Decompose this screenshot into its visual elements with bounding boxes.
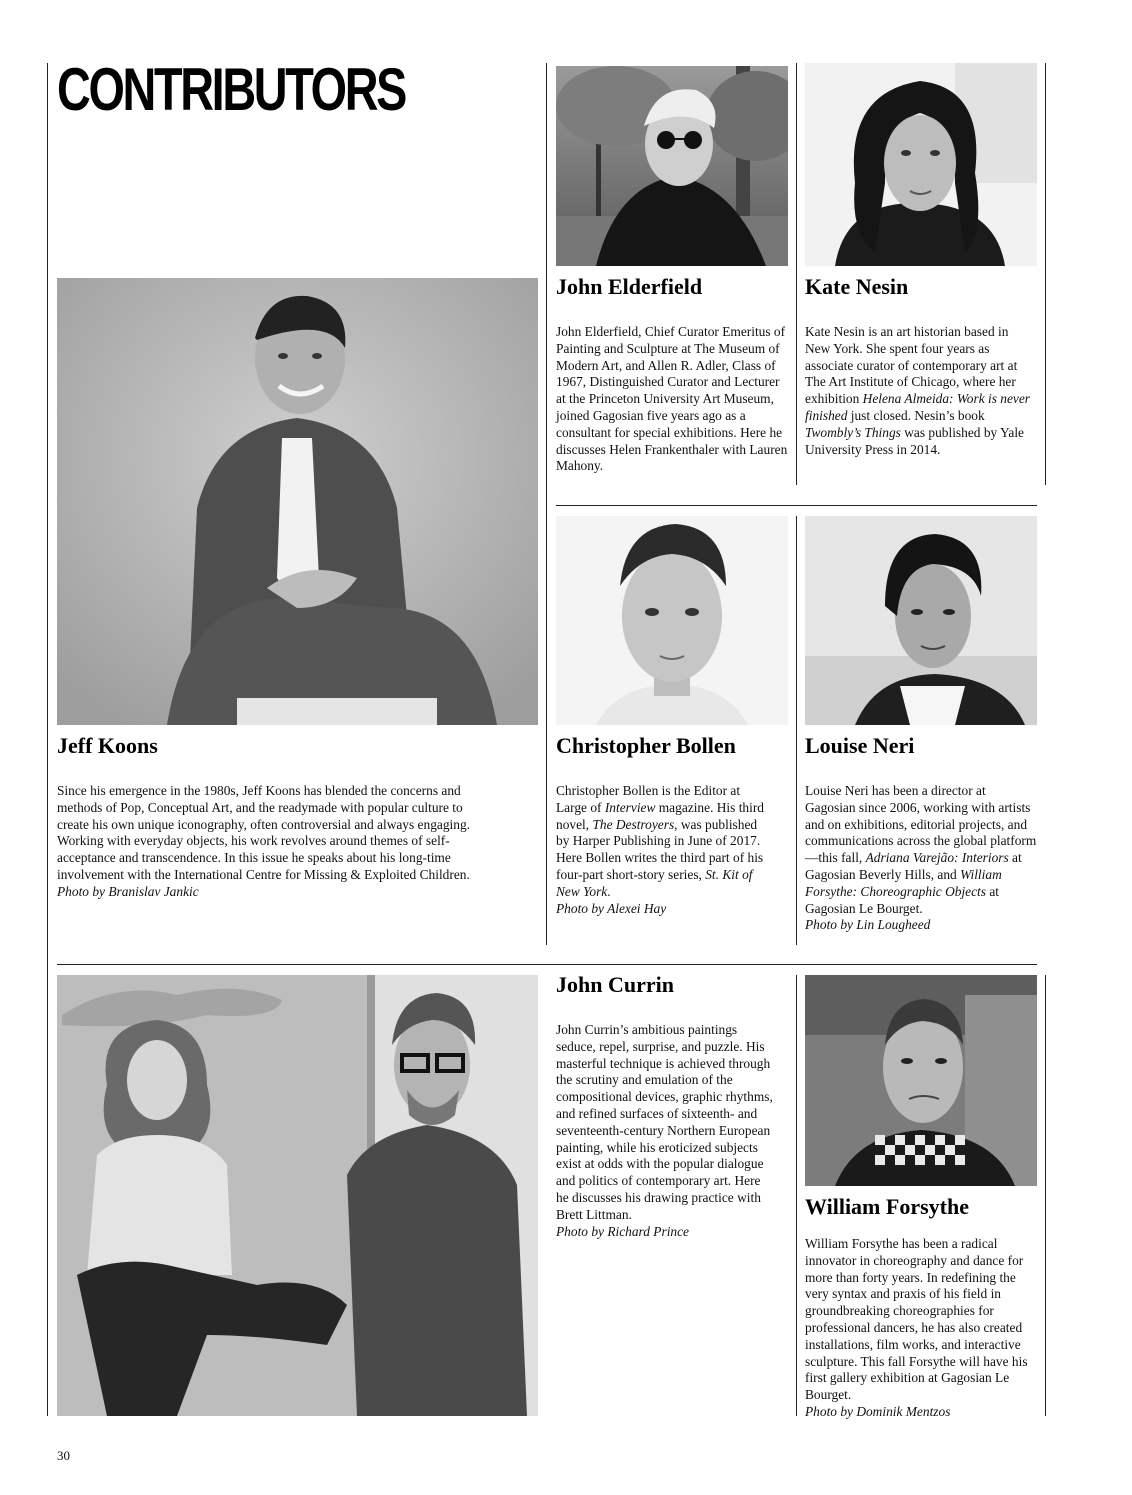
forsythe-bio-text: William Forsythe has been a radical innovator in choreography and dance for more than forty years. In redefining the very syntax and praxis of his field in groundbreaking choreographies for professional dancers, he has also created installations, film works, and interactive sculpture. This fall Forsythe will have his first gallery exhibition at Gagosian Le Bourget.: [805, 1236, 1028, 1403]
forsythe-name: William Forsythe: [805, 1194, 969, 1219]
neri-bio-title-1: Adriana Varejão: Interiors: [865, 850, 1009, 866]
neri-bio-part-2: at Gagosian Beverly Hills, and: [805, 850, 1022, 882]
right-rule-top: [1045, 63, 1046, 485]
bollen-bio-title-3: St. Kit of New York: [556, 866, 753, 899]
bollen-bio-title-1: Interview: [604, 799, 656, 815]
neri-bio-title-2: William Forsythe: Choreographic Objects: [805, 866, 1002, 899]
neri-bio-part-3: at Gagosian Le Bourget.: [805, 883, 1000, 916]
koons-name: Jeff Koons: [57, 733, 158, 758]
bollen-bio-part-1: Christopher Bollen is the Editor at Large of: [556, 783, 741, 815]
neri-photo: [805, 516, 1037, 725]
page-title: CONTRIBUTORS: [57, 56, 406, 123]
neri-photo-credit: Photo by Lin Lougheed: [805, 917, 931, 933]
bollen-name: Christopher Bollen: [556, 733, 736, 758]
divider-row-2: [57, 964, 1037, 965]
neri-name: Louise Neri: [805, 733, 915, 758]
right-rule-bottom: [1045, 975, 1046, 1416]
nesin-bio: [805, 324, 1037, 458]
bollen-bio-part-2: magazine. His third novel,: [556, 799, 765, 832]
nesin-bio-part-1: Kate Nesin is an art historian based in New York. She spent four years as associate curator of contemporary art at The Art Institute of Chicago, where her exhibition: [805, 324, 1018, 407]
nesin-name: Kate Nesin: [805, 274, 909, 299]
bollen-photo-credit: Photo by Alexei Hay: [556, 900, 667, 916]
rule-bollen-neri: [796, 516, 797, 945]
rule-elderfield-nesin: [796, 63, 797, 485]
bollen-photo: [556, 516, 788, 725]
nesin-bio-part-3: was published by Yale University Press in 2014.: [805, 424, 1024, 457]
koons-bio: [57, 783, 482, 901]
elderfield-bio-text: John Elderfield, Chief Curator Emeritus of Painting and Sculpture at The Museum of Modern Art, and Allen R. Adler, Class of 1967, Distinguished Curator and Lecturer at the Princeton University Art Museum, joined Gagosian five years ago as a consultant for special exhibitions. Here he discusses Helen Frankenthaler with Lauren Mahony.: [556, 324, 788, 474]
elderfield-bio: [556, 324, 788, 475]
koons-photo: [57, 278, 538, 725]
currin-photo-credit: Photo by Richard Prince: [556, 1223, 690, 1239]
currin-name: John Currin: [556, 972, 674, 997]
forsythe-photo: [805, 975, 1037, 1186]
rule-currin-forsythe: [796, 975, 797, 1416]
nesin-bio-part-2: just closed. Nesin’s book: [847, 407, 985, 423]
left-column-rule: [47, 63, 48, 1416]
nesin-bio-title-1: Helena Almeida: Work is never finished: [805, 391, 1030, 423]
elderfield-photo: [556, 66, 788, 266]
nesin-bio-title-2: Twombly’s Things: [805, 424, 901, 440]
forsythe-bio: [805, 1236, 1041, 1421]
currin-bio: [556, 1022, 774, 1240]
currin-photo: [57, 975, 538, 1416]
page-number: 30: [57, 1448, 70, 1463]
bollen-bio-part-3: , was published by Harper Publishing in June of 2017. Here Bollen writes the third part of his four-part short-story series,: [556, 816, 764, 882]
middle-rule-top: [546, 63, 547, 945]
bollen-bio-part-4: .: [607, 883, 611, 899]
divider-row-1: [556, 505, 1037, 506]
currin-bio-text: John Currin’s ambitious paintings seduce, repel, surprise, and puzzle. His masterful technique is achieved through the scrutiny and emulation of the compositional devices, graphic rhythms, and refined surfaces of sixteenth- and seventeenth-century Northern European painting, while his eroticized subjects exist at odds with the popular dialogue and politics of contemporary art. Here he discusses his drawing practice with Brett Littman.: [556, 1022, 773, 1222]
neri-bio: [805, 783, 1037, 934]
koons-bio-text: Since his emergence in the 1980s, Jeff Koons has blended the concerns and methods of Pop, Conceptual Art, and the readymade with popular culture to create his own unique iconography, often controversial and always engaging. Working with everyday objects, his work revolves around themes of self-acceptance and transcendence. In this issue he speaks about his long-time involvement with the International Centre for Missing & Exploited Children.: [57, 783, 470, 882]
forsythe-photo-credit: Photo by Dominik Mentzos: [805, 1403, 951, 1419]
koons-photo-credit: Photo by Branislav Jankic: [57, 883, 199, 899]
bollen-bio: [556, 783, 770, 917]
neri-bio-part-1: Louise Neri has been a director at Gagosian since 2006, working with artists and on exhibitions, editorial projects, and communications across the global platform—this fall,: [805, 783, 1037, 866]
nesin-photo: [805, 63, 1037, 266]
bollen-bio-title-2: The Destroyers: [592, 816, 675, 832]
elderfield-name: John Elderfield: [556, 274, 703, 299]
